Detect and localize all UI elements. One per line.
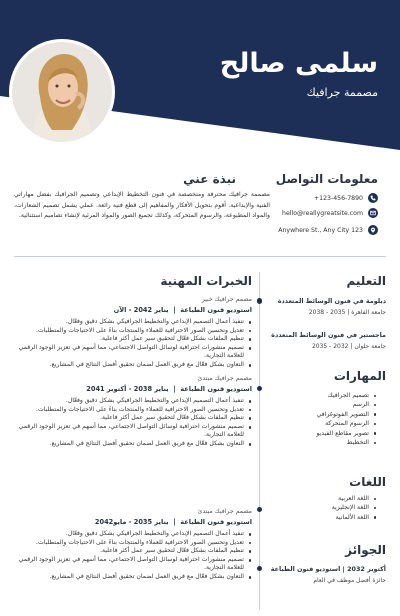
degree-meta: جامعة القاهرة | 2035 - 2038 [308,309,386,316]
list-item: تصميم منشورات احترافية لوسائل التواصل الاجتماعي، مما أسهم في تعزيز الوجود الرقمي للعلامة التجارية. [14,344,252,361]
job-bullets [14,397,252,449]
job-period: يناير 2035 - مايو2042 [94,518,169,526]
list-item: التعاون بشكل فعّال مع فريق العمل لضمان تحقيق أفضل النتائج في المشاريع. [14,361,252,370]
job-role: مصمم جرافيك خبير [201,296,252,303]
list-item: تنفيذ أعمال التصميم الإبداعي والتخطيط الجرافيكي بشكل دقيق وفعّال. [14,397,252,406]
list-item: التعاون بشكل فعّال مع فريق العمل لضمان تحقيق أفضل النتائج في المشاريع. [14,573,252,582]
timeline-line [259,272,260,610]
languages-list [280,494,376,522]
section-divider [14,256,386,257]
list-item: التخطيط [280,438,376,447]
job-period: يناير 2038 - أكتوبر 2041 [86,385,169,393]
job-company-period [14,306,252,314]
list-item: التصوير الفوتوغرافي [280,410,376,419]
education-item [268,297,386,316]
profile-photo [12,42,112,142]
languages-heading: اللغات [349,475,386,489]
separator: | [168,306,178,314]
degree-name: ماجستير في فنون الوسائط المتعددة [271,331,386,339]
contact-email [282,207,378,219]
separator: | [168,518,178,526]
address-text: Anywhere St., Any City 123 [278,226,363,234]
job-entry [14,375,252,449]
list-item: الرسوم المتحركة [280,419,376,428]
list-item: الرسم [280,400,376,409]
email-text: hello@reallygreatsite.com [282,209,363,217]
list-item: تصميم الجرافيك [280,391,376,400]
job-title: مصممة جرافيك [306,86,378,99]
skills-list [280,391,376,447]
list-item: تعديل وتحسين الصور الاحترافية للعملاء والمنتجات بناءً على الاحتياجات والمتطلبات. [14,327,252,336]
award-desc: جائزة أفضل موظف في العام [313,577,386,584]
list-item: تصميم منشورات احترافية لوسائل التواصل الاجتماعي، مما أسهم في تعزيز الوجود الرقمي للعلامة التجارية. [14,423,252,440]
job-role: مصمم جرافيك مبتدئ [197,508,252,515]
timeline-dot [257,386,262,391]
education-item [268,331,386,350]
degree-meta: جامعة حلوان | 2032 - 2035 [311,343,386,350]
timeline-dot [257,566,262,571]
separator: | [168,385,178,393]
company-name: استوديو فنون الطباعة [180,518,252,526]
list-item: تعديل وتحسين الصور الاحترافية للعملاء والمنتجات بناءً على الاحتياجات والمتطلبات. [14,539,252,548]
list-item: تنفيذ أعمال التصميم الإبداعي والتخطيط الجرافيكي بشكل دقيق وفعّال. [14,318,252,327]
list-item: اللغة الإنجليزية [280,503,376,512]
job-role: مصمم جرافيك مبتدئ [197,375,252,382]
phone-text: 123-456-7890+ [313,194,363,202]
list-item: التعاون بشكل فعّال مع فريق العمل لضمان تحقيق أفضل النتائج في المشاريع. [14,440,252,449]
job-bullets [14,318,252,370]
contact-phone [282,192,378,204]
award-title: أكتوبر 2032 | استوديو فنون الطباعة [270,565,386,573]
email-icon [368,208,378,218]
contact-heading: معلومات التواصل [275,172,378,186]
job-period: يناير 2042 - الآن [113,306,169,314]
degree-name: دبلومة في فنون الوسائط المتعددة [277,297,386,305]
about-heading: نبذة عني [183,172,236,186]
list-item: تنفيذ أعمال التصميم الإبداعي والتخطيط الجرافيكي بشكل دقيق وفعّال. [14,530,252,539]
phone-icon [368,193,378,203]
company-name: استوديو فنون الطباعة [180,306,252,314]
skills-heading: المهارات [333,369,386,383]
location-icon [368,225,378,235]
list-item: تنظيم الملفات بشكل فعّال لتحقيق سير عمل أكثر فاعلية. [14,335,252,344]
list-item: تنظيم الملفات بشكل فعّال لتحقيق سير عمل أكثر فاعلية. [14,547,252,556]
education-heading: التعليم [346,274,386,288]
list-item: تصميم منشورات احترافية لوسائل التواصل الاجتماعي، مما أسهم في تعزيز الوجود الرقمي للعلامة التجارية. [14,556,252,573]
job-bullets [14,530,252,582]
job-entry [14,508,252,582]
portrait-image [12,42,112,142]
list-item: اللغة العربية [280,494,376,503]
experience-heading: الخبرات المهنية [160,274,252,288]
timeline-dot [257,507,262,512]
about-text: مصممة جرافيك محترفة ومتخصصة في فنون التخطيط الإبداعي وتصميم الجرافيك بفضل مهاراتي الفنية والإبداعية. أقوم بتحويل الأفكار والمفاهيم إلى قطع فنية رائعة. عملي يشمل تصميم الشعارات، والمواد المطبوعة، والرسوم المتحركة، وكذلك تجميع الصور والمواد المرئية لإنشاء تصاميم استثنائية. [14,191,270,219]
person-name: سلمى صالح [219,48,378,79]
list-item: تنظيم الملفات بشكل فعّال لتحقيق سير عمل أكثر فاعلية. [14,414,252,423]
list-item: تصوير مقاطع الفيديو [280,429,376,438]
company-name: استوديو فنون الطباعة [180,385,252,393]
awards-heading: الجوائز [345,543,386,557]
job-company-period [14,385,252,393]
timeline-dot [257,299,262,304]
job-company-period [14,518,252,526]
contact-address [278,224,378,236]
list-item: تعديل وتحسين الصور الاحترافية للعملاء والمنتجات بناءً على الاحتياجات والمتطلبات. [14,406,252,415]
job-entry [14,296,252,370]
list-item: اللغة الألمانية [280,513,376,522]
award-item [268,565,386,584]
